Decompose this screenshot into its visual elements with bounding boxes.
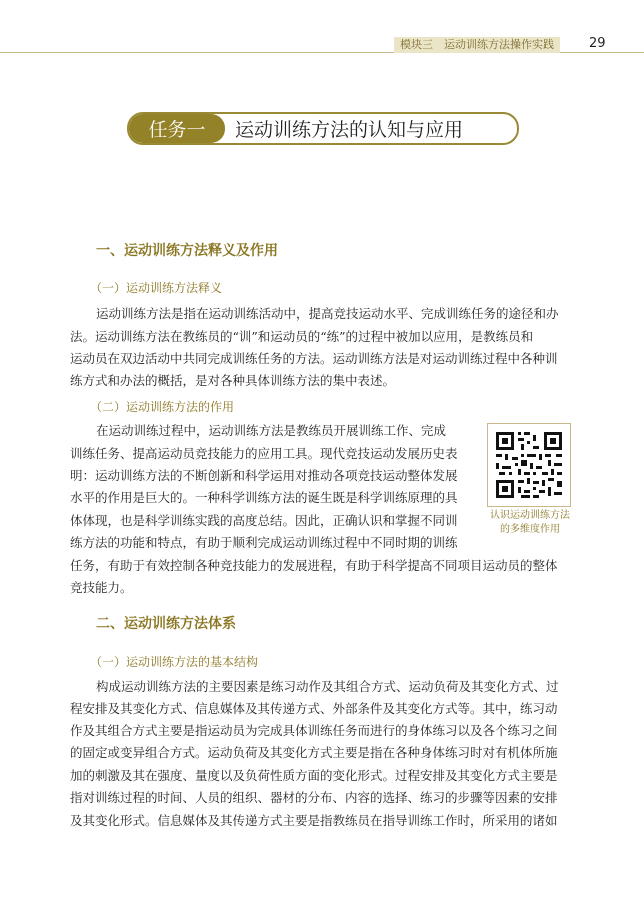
- paragraph-line: 练方法的功能和特点，有助于顺利完成运动训练过程中不同时期的训练: [70, 535, 458, 550]
- qr-code-icon: [488, 424, 570, 506]
- paragraph-line: 任务，有助于有效控制各种竞技能力的发展进程，有助于科学提高不同项目运动员的整体: [70, 558, 558, 573]
- page-number: 29: [589, 36, 606, 51]
- paragraph-line: 指对训练过程的时间、人员的组织、器材的分布、内容的选择、练习的步骤等因素的安排: [70, 790, 558, 805]
- task-banner: [127, 112, 519, 145]
- paragraph-line: 及其变化形式。信息媒体及其传递方式主要是指教练员在指导训练工作时，所采用的诸如: [70, 813, 558, 828]
- paragraph-line: 法。运动训练方法在教练员的“训”和运动员的“练”的过程中被加以应用，是教练员和: [70, 329, 534, 344]
- paragraph-line: 在运动训练过程中，运动训练方法是教练员开展训练工作、完成: [96, 423, 447, 438]
- paragraph-line: 体体现，也是科学训练实践的高度总结。因此，正确认识和掌握不同训: [70, 513, 458, 528]
- task-label: 任务一: [129, 114, 225, 143]
- paragraph-line: 程安排及其变化方式、信息媒体及其传递方式、外部条件及其变化方式等。其中，练习动: [70, 701, 558, 716]
- paragraph-line: 水平的作用是巨大的。一种科学训练方法的诞生既是科学训练原理的具: [70, 490, 458, 505]
- paragraph-line: 作及其组合方式主要是指运动员为完成具体训练任务而进行的身体练习以及各个练习之间: [70, 723, 558, 738]
- qr-code[interactable]: [487, 423, 571, 507]
- paragraph-line: 运动员在双边活动中共同完成训练任务的方法。运动训练方法是对运动训练过程中各种训: [70, 351, 558, 366]
- paragraph-line: 运动训练方法是指在运动训练活动中，提高竞技运动水平、完成训练任务的途径和办: [96, 306, 559, 321]
- paragraph-line: 加的刺激及其在强度、量度以及负荷性质方面的变化形式。过程安排及其变化方式主要是: [70, 768, 558, 783]
- section-heading-2: 二、运动训练方法体系: [96, 616, 236, 632]
- paragraph-line: 竞技能力。: [70, 580, 133, 595]
- section-heading-1: 一、运动训练方法释义及作用: [96, 243, 278, 259]
- subsection-heading-1-2: （二）运动训练方法的作用: [90, 400, 235, 414]
- subsection-heading-2-1: （一）运动训练方法的基本结构: [90, 655, 259, 669]
- paragraph-line: 构成运动训练方法的主要因素是练习动作及其组合方式、运动负荷及其变化方式、过: [96, 679, 559, 694]
- qr-caption-line-1: 认识运动训练方法: [490, 510, 570, 521]
- qr-caption-line-2: 的多维度作用: [500, 524, 560, 535]
- paragraph-line: 训练任务、提高运动员竞技能力的应用工具。现代竞技运动发展历史表: [70, 446, 458, 461]
- paragraph-line: 明：运动训练方法的不断创新和科学运用对推动各项竞技运动整体发展: [70, 468, 458, 483]
- subsection-heading-1-1: （一）运动训练方法释义: [90, 281, 223, 295]
- task-title: 运动训练方法的认知与应用: [235, 119, 464, 141]
- paragraph-line: 的固定或变异组合方式。运动负荷及其变化方式主要是指在各种身体练习时对有机体所施: [70, 745, 558, 760]
- paragraph-line: 练方式和办法的概括，是对各种具体训练方法的集中表述。: [70, 373, 396, 388]
- running-header-module: 模块三 运动训练方法操作实践: [394, 37, 560, 53]
